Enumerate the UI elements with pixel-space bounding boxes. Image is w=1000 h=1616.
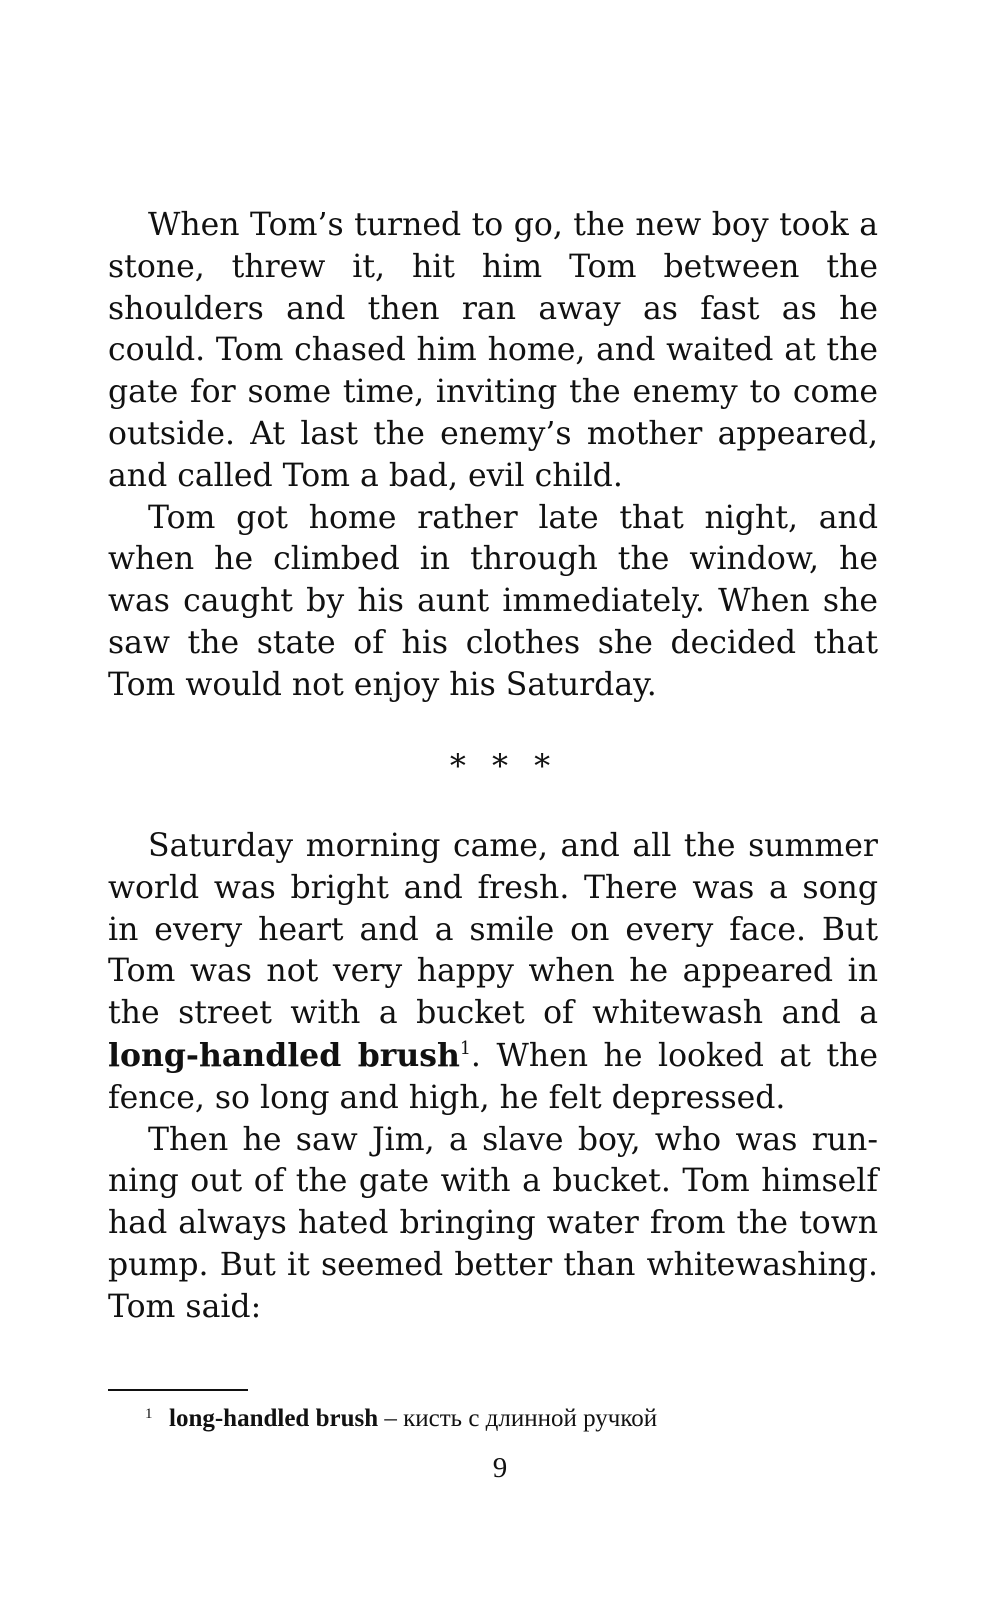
text-block-bottom xyxy=(108,826,878,1329)
footnote: 1 long-handled brush – кисть с длинной ручкой xyxy=(145,1405,658,1432)
glossary-term: long-handled brush xyxy=(108,1036,460,1074)
paragraph: Then he saw Jim, a slave boy, who was running out of the gate with a bucket. Tom himself had always hated bringing water from the town pump. But it seemed better than whitewashing. Tom said: xyxy=(108,1121,878,1325)
paragraph-text-before: Saturday morning came, and all the summer world was bright and fresh. There was a song in every heart and a smile on every face. But Tom was not very happy when he appeared in the street with a bucket of whitewash and a xyxy=(108,828,878,1032)
section-divider: * * * xyxy=(449,747,559,785)
footnote-term: long-handled brush xyxy=(169,1405,379,1432)
footnote-reference: 1 xyxy=(459,1038,471,1059)
footnote-rule xyxy=(108,1389,248,1391)
paragraph: When Tom’s turned to go, the new boy took a stone, threw it, hit him Tom between the shoulders and then ran away as fast as he could. Tom chased him home, and waited at the gate for some time, inviting the enemy to come outside. At last the enemy’s mother appeared, and called Tom a bad, evil child. xyxy=(108,207,878,494)
text-block-top xyxy=(108,205,878,707)
footnote-translation: – кисть с длинной ручкой xyxy=(378,1405,658,1432)
paragraph-with-footnote xyxy=(108,826,878,1120)
page-number: 9 xyxy=(492,1452,508,1484)
paragraph: Tom got home rather late that night, and when he climbed in through the window, he was caught by his aunt immediately. When she saw the state of his clothes she decided that Tom would not enjoy his Saturday. xyxy=(108,499,878,703)
paragraph-text-after: . When he looked at the fence, so long and high, he felt depressed. xyxy=(108,1037,878,1116)
